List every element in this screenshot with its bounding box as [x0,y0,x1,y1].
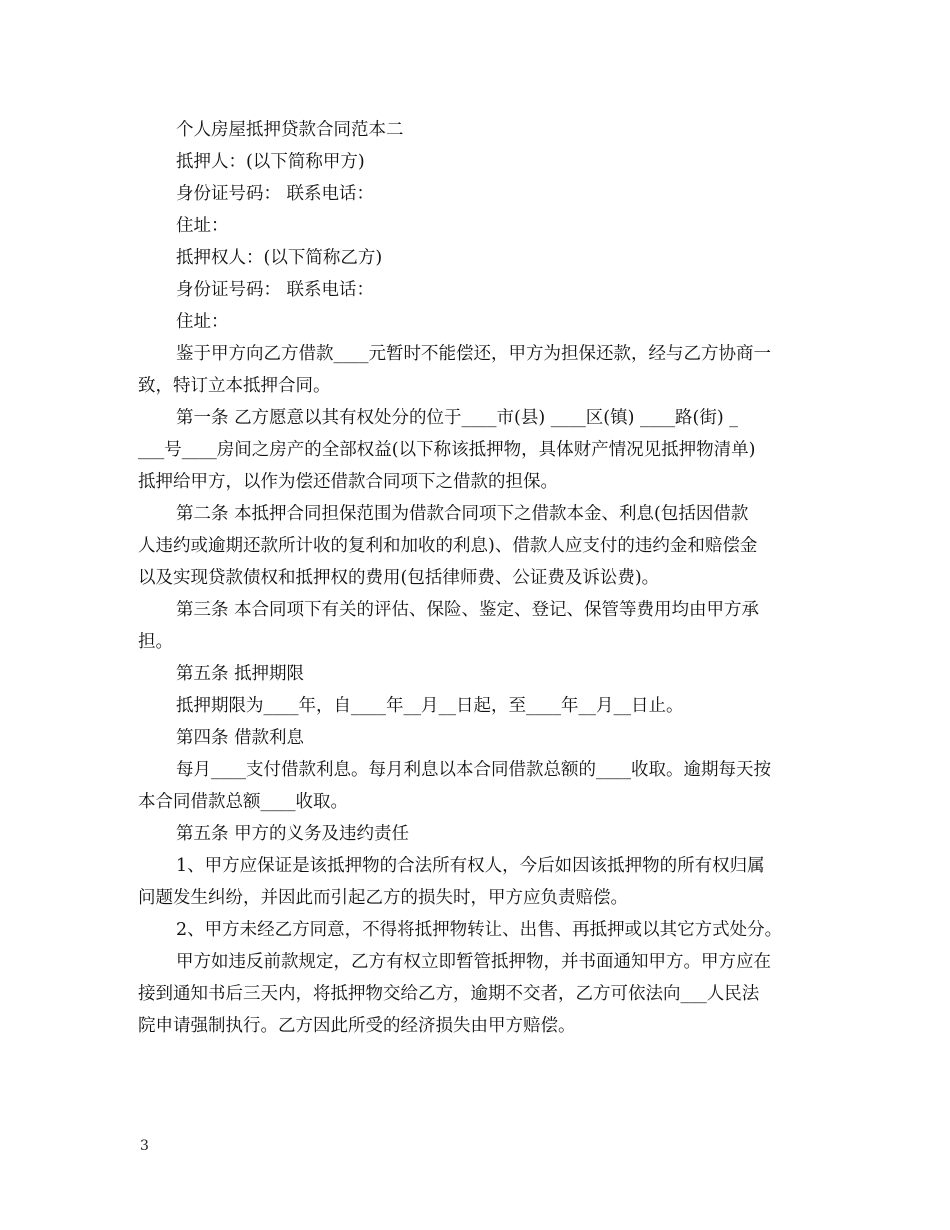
document-body [138,114,814,1042]
article-5-item-1-line-1: 1、甲方应保证是该抵押物的合法所有权人，今后如因该抵押物的所有权归属 [176,856,765,876]
mortgagee-address-line: 住址： [176,312,229,332]
article-term-heading: 第五条 抵押期限 [176,664,305,684]
article-1-line-1: 第一条 乙方愿意以其有权处分的位于____市(县) ____区(镇) ____路(街) _ [176,408,738,428]
article-1-line-2: ___号____房间之房产的全部权益(以下称该抵押物，具体财产情况见抵押物清单) [138,440,756,460]
article-term-line: 抵押期限为____年，自____年__月__日起，至____年__月__日止。 [176,696,684,716]
article-5-remedy-line-2: 接到通知书后三天内，将抵押物交给乙方，逾期不交者，乙方可依法向___人民法 [138,984,760,1004]
document-title: 个人房屋抵押贷款合同范本二 [176,120,404,140]
article-4-line-1: 每月____支付借款利息。每月利息以本合同借款总额的____收取。逾期每天按 [176,760,771,780]
page-number: 3 [140,1138,149,1154]
article-2-line-1: 第二条 本抵押合同担保范围为借款合同项下之借款本金、利息(包括因借款 [176,504,749,524]
mortgagor-id-phone-line: 身份证号码： 联系电话： [176,184,375,204]
mortgagee-line: 抵押权人：(以下简称乙方) [176,248,383,268]
article-3-line-2: 担。 [138,632,173,652]
article-2-line-3: 以及实现贷款债权和抵押权的费用(包括律师费、公证费及诉讼费)。 [138,568,660,588]
mortgagee-id-phone-line: 身份证号码： 联系电话： [176,280,375,300]
mortgagor-address-line: 住址： [176,216,229,236]
article-3-line-1: 第三条 本合同项下有关的评估、保险、鉴定、登记、保管等费用均由甲方承 [176,600,760,620]
preamble-line-1: 鉴于甲方向乙方借款____元暂时不能偿还，甲方为担保还款，经与乙方协商一 [176,344,771,364]
article-5-remedy-line-1: 甲方如违反前款规定，乙方有权立即暂管抵押物，并书面通知甲方。甲方应在 [176,952,771,972]
mortgagor-line: 抵押人：(以下简称甲方) [176,152,365,172]
article-2-line-2: 人违约或逾期还款所计收的复利和加收的利息)、借款人应支付的违约金和赔偿金 [138,536,758,556]
article-4-line-2: 本合同借款总额____收取。 [138,792,348,812]
article-4-heading: 第四条 借款利息 [176,728,305,748]
article-5-remedy-line-3: 院申请强制执行。乙方因此所受的经济损失由甲方赔偿。 [138,1016,576,1036]
preamble-line-2: 致，特订立本抵押合同。 [138,376,331,396]
article-5-item-1-line-2: 问题发生纠纷，并因此而引起乙方的损失时，甲方应负责赔偿。 [138,888,628,908]
article-5-heading: 第五条 甲方的义务及违约责任 [176,824,410,844]
article-1-line-3: 抵押给甲方，以作为偿还借款合同项下之借款的担保。 [138,472,558,492]
article-5-item-2-line: 2、甲方未经乙方同意，不得将抵押物转让、出售、再抵押或以其它方式处分。 [176,920,783,940]
